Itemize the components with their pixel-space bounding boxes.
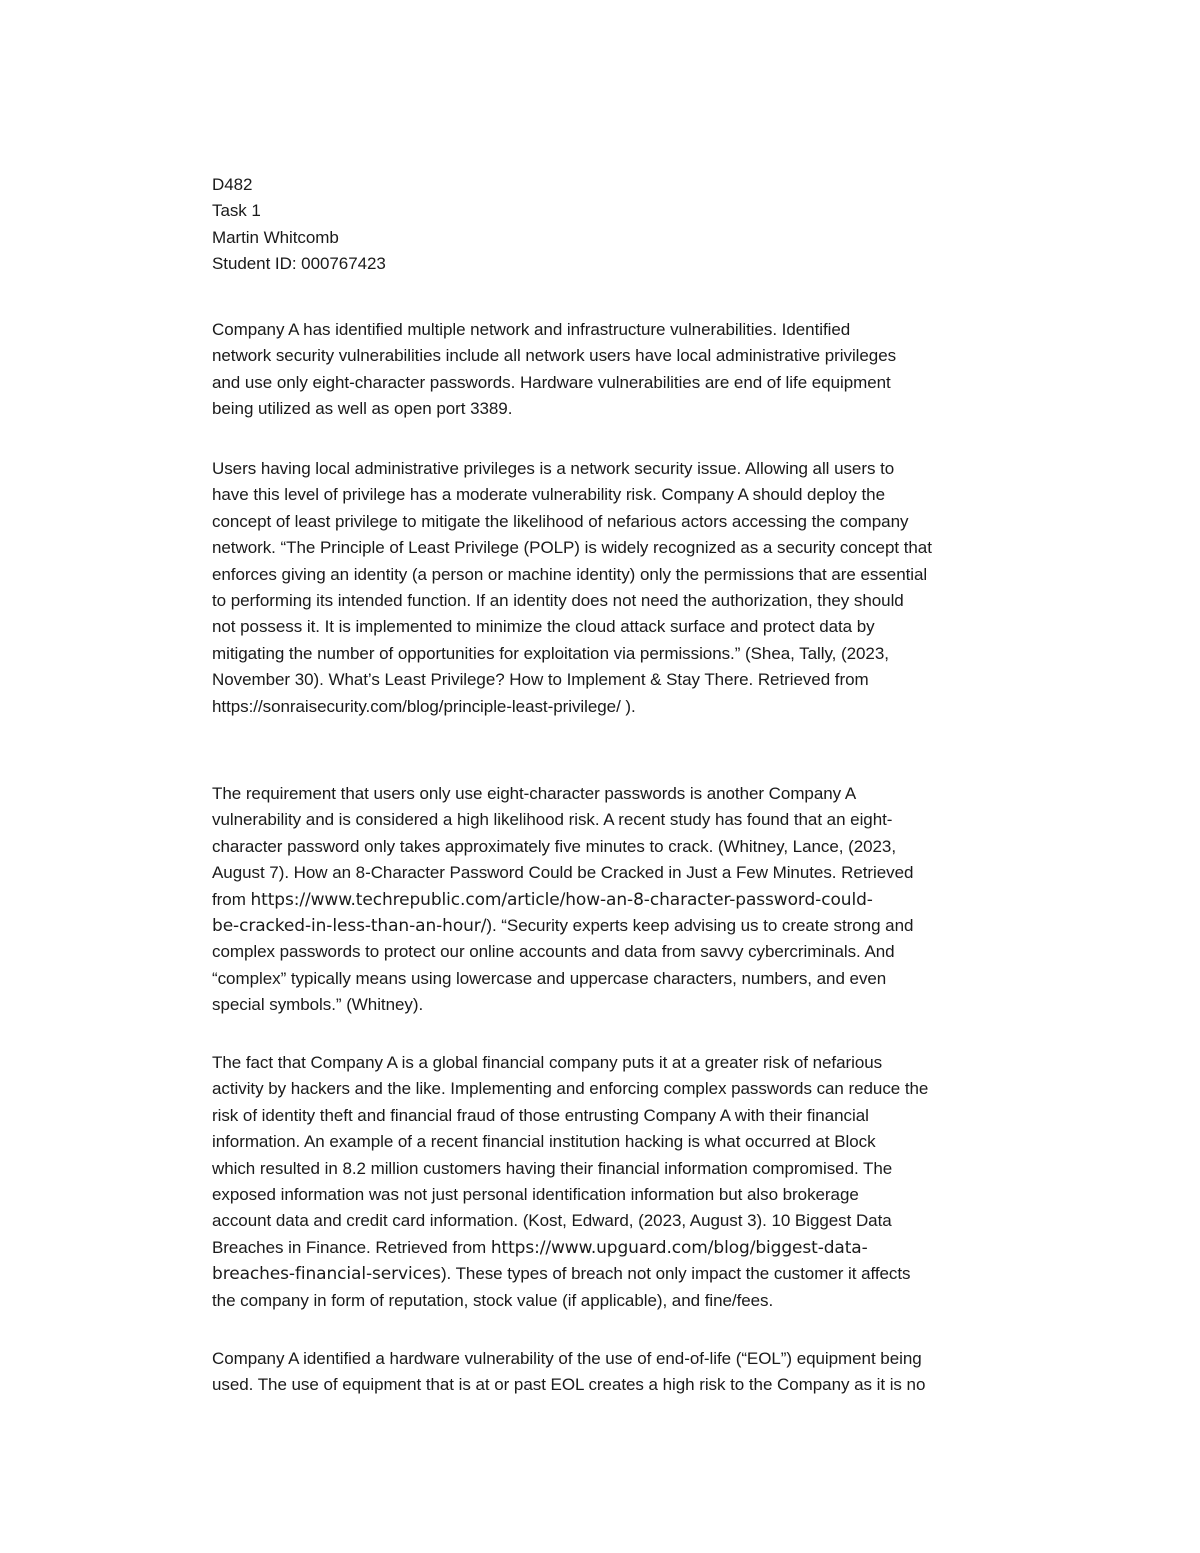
- paragraph-financial-risk: [212, 1050, 1062, 1314]
- text-line: vulnerability and is considered a high likelihood risk. A recent study has found that an eight-: [212, 810, 893, 830]
- text-line: information. An example of a recent financial institution hacking is what occurred at Block: [212, 1132, 876, 1152]
- text-line: to performing its intended function. If an identity does not need the authorization, they should: [212, 590, 904, 610]
- text-line: have this level of privilege has a moderate vulnerability risk. Company A should deploy the: [212, 485, 885, 505]
- text-line: not possess it. It is implemented to minimize the cloud attack surface and protect data by: [212, 617, 875, 637]
- text-line: “complex” typically means using lowercase and uppercase characters, numbers, and even: [212, 968, 887, 988]
- upguard-link[interactable]: https://www.upguard.com/blog/biggest-data-: [490, 1237, 868, 1258]
- text-line: [212, 887, 1062, 913]
- techrepublic-link-continued[interactable]: be-cracked-in-less-than-an-hour/: [212, 915, 487, 936]
- student-id: Student ID: 000767423: [212, 254, 386, 274]
- text-line: risk of identity theft and financial fraud of those entrusting Company A with their financial: [212, 1105, 869, 1125]
- text-line: the company in form of reputation, stock value (if applicable), and fine/fees.: [212, 1290, 774, 1310]
- text-line: [212, 1235, 1062, 1261]
- text-line: account data and credit card information. (Kost, Edward, (2023, August 3). 10 Biggest Data: [212, 1211, 892, 1231]
- text-line: Users having local administrative privileges is a network security issue. Allowing all users to: [212, 459, 895, 478]
- text-line: network security vulnerabilities include all network users have local administrative privileges: [212, 346, 897, 366]
- text-line: concept of least privilege to mitigate the likelihood of nefarious actors accessing the company: [212, 511, 909, 531]
- author-name: Martin Whitcomb: [212, 227, 339, 247]
- text-line: The fact that Company A is a global financial company puts it at a greater risk of nefarious: [212, 1053, 883, 1072]
- text-line: used. The use of equipment that is at or past EOL creates a high risk to the Company as it is no: [212, 1375, 926, 1395]
- text-line: complex passwords to protect our online accounts and data from savvy cybercriminals. And: [212, 942, 895, 962]
- paragraph-vulnerabilities-overview: [212, 317, 1062, 423]
- text-line: exposed information was not just personal identification information but also brokerage: [212, 1184, 859, 1204]
- text-line: The requirement that users only use eight-character passwords is another Company A: [212, 784, 857, 803]
- text-line: character password only takes approximately five minutes to crack. (Whitney, Lance, (2023,: [212, 836, 896, 856]
- text-line: being utilized as well as open port 3389.: [212, 399, 513, 419]
- text-line: https://sonraisecurity.com/blog/principle-least-privilege/ ).: [212, 696, 636, 716]
- paragraph-least-privilege: [212, 456, 1062, 720]
- text-fragment: from: [212, 889, 251, 909]
- paragraph-eol-equipment: [212, 1346, 1062, 1399]
- task-label: Task 1: [212, 201, 261, 221]
- text-line: network. “The Principle of Least Privilege (POLP) is widely recognized as a security concept that: [212, 538, 932, 558]
- text-line: August 7). How an 8-Character Password Could be Cracked in Just a Few Minutes. Retrieved: [212, 863, 914, 883]
- text-fragment: ). These types of breach not only impact the customer it affects: [440, 1264, 911, 1284]
- text-line: November 30). What’s Least Privilege? How to Implement & Stay There. Retrieved from: [212, 670, 869, 690]
- text-line: special symbols.” (Whitney).: [212, 995, 424, 1015]
- techrepublic-link[interactable]: https://www.techrepublic.com/article/how-an-8-character-password-could-: [250, 889, 873, 910]
- text-line: [212, 1261, 1062, 1287]
- text-line: which resulted in 8.2 million customers having their financial information compromised. The: [212, 1158, 893, 1178]
- course-code: D482: [212, 175, 253, 194]
- text-fragment: ). “Security experts keep advising us to create strong and: [486, 915, 914, 935]
- text-line: [212, 913, 1062, 939]
- paragraph-passwords: [212, 781, 1062, 1019]
- text-fragment: Breaches in Finance. Retrieved from: [212, 1237, 491, 1257]
- text-line: mitigating the number of opportunities for exploitation via permissions.” (Shea, Tally, (2023,: [212, 643, 889, 663]
- upguard-link-continued[interactable]: breaches-financial-services: [212, 1264, 441, 1285]
- document-header: [212, 172, 1062, 278]
- text-line: Company A has identified multiple network and infrastructure vulnerabilities. Identified: [212, 320, 851, 339]
- text-line: Company A identified a hardware vulnerability of the use of end-of-life (“EOL”) equipment being: [212, 1349, 922, 1368]
- text-line: enforces giving an identity (a person or machine identity) only the permissions that are essential: [212, 564, 928, 584]
- text-line: and use only eight-character passwords. Hardware vulnerabilities are end of life equipment: [212, 372, 891, 392]
- text-line: activity by hackers and the like. Implementing and enforcing complex passwords can reduce the: [212, 1079, 929, 1099]
